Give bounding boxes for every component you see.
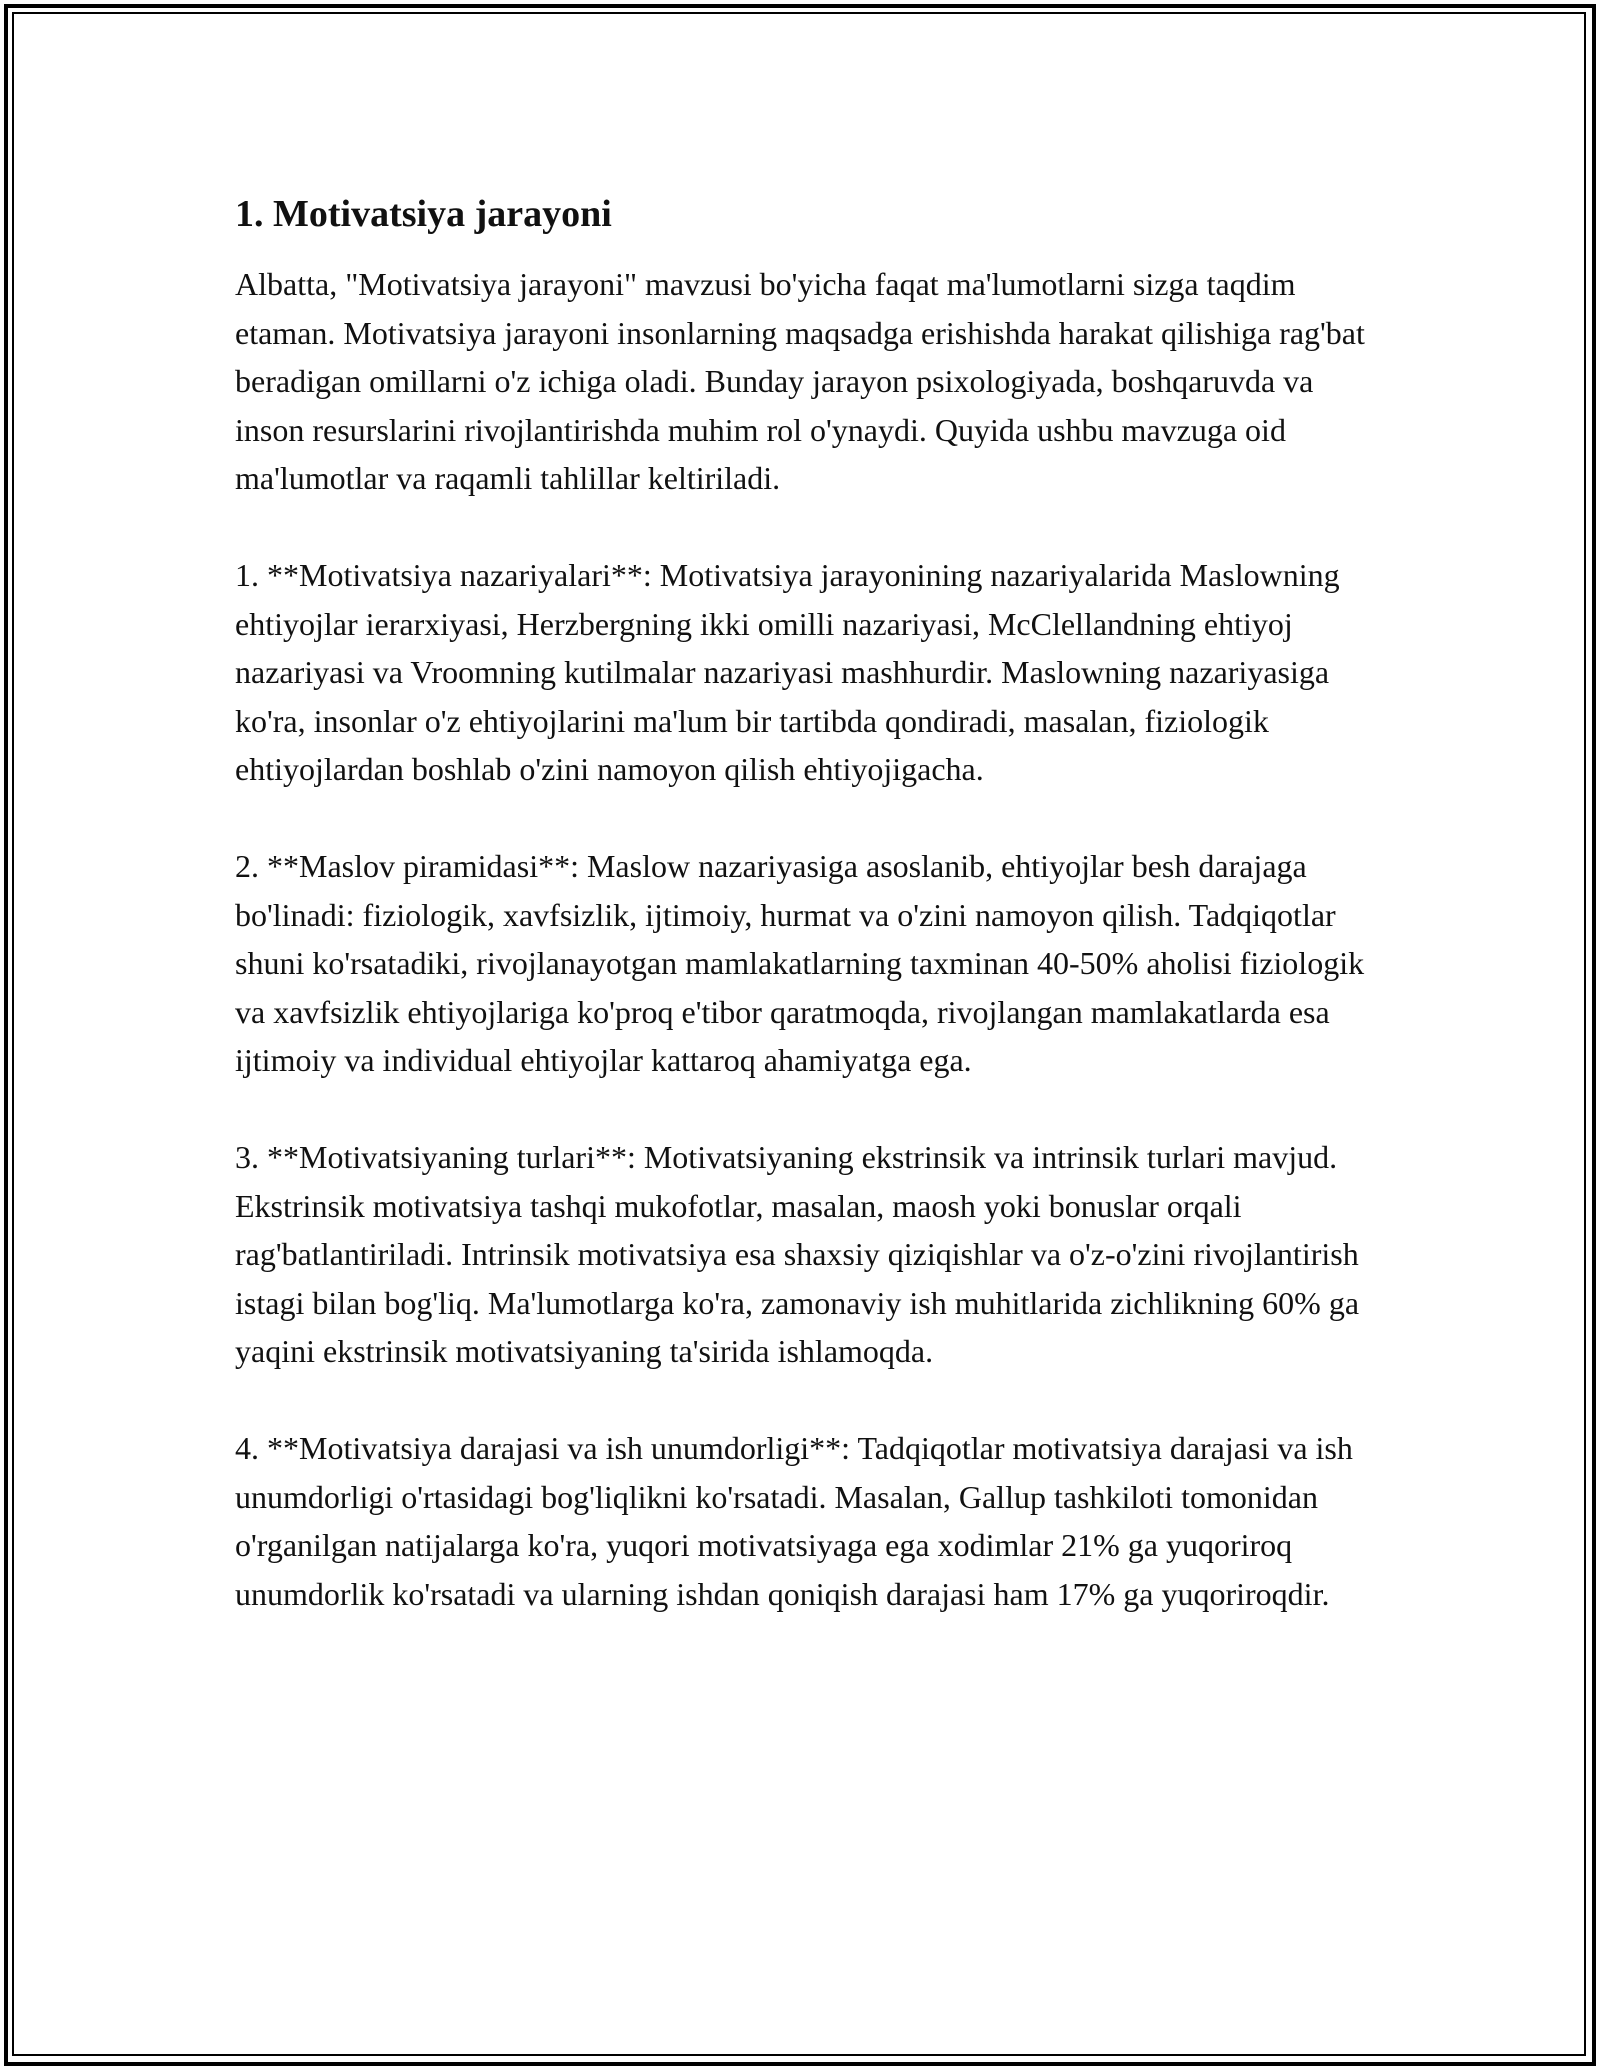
paragraph-maslow-pyramid: 2. **Maslov piramidasi**: Maslow nazariyasiga asoslanib, ehtiyojlar besh darajaga bo'linadi: fiziologik, xavfsizlik, ijtimoiy, hurmat va o'zini namoyon qilish. Tadqiqotlar shuni ko'rsatadiki, rivojlanayotgan mamlakatlarning taxminan 40-50% aholisi fiziologik va xavfsizlik ehtiyojlariga ko'proq e'tibor qaratmoqda, rivojlangan mamlakatlarda esa ijtimoiy va individual ehtiyojlar kattaroq ahamiyatga ega. — [235, 848, 1365, 1078]
paragraph-motivation-types: 3. **Motivatsiyaning turlari**: Motivatsiyaning ekstrinsik va intrinsik turlari mavjud. Ekstrinsik motivatsiya tashqi mukofotlar, masalan, maosh yoki bonuslar orqali rag'batlantiriladi. Intrinsik motivatsiya esa shaxsiy qiziqishlar va o'z-o'zini rivojlantirish istagi bilan bog'liq. Ma'lumotlarga ko'ra, zamonaviy ish muhitlarida zichlikning 60% ga yaqini ekstrinsik motivatsiyaning ta'sirida ishlamoqda. — [235, 1139, 1360, 1369]
paragraph-motivation-productivity: 4. **Motivatsiya darajasi va ish unumdorligi**: Tadqiqotlar motivatsiya darajasi va ish unumdorligi o'rtasidagi bog'liqlikni ko'rsatadi. Masalan, Gallup tashkiloti tomonidan o'rganilgan natijalarga ko'ra, yuqori motivatsiyaga ega xodimlar 21% ga yuqoriroq unumdorlik ko'rsatadi va ularning ishdan qoniqish darajasi ham 17% ga yuqoriroqdir. — [235, 1430, 1353, 1612]
document-title: 1. Motivatsiya jarayoni — [235, 193, 612, 235]
document-body — [235, 190, 1375, 1618]
paragraph-motivation-theories: 1. **Motivatsiya nazariyalari**: Motivatsiya jarayonining nazariyalarida Maslowning ehtiyojlar ierarxiyasi, Herzbergning ikki omilli nazariyasi, McClellandning ehtiyoj nazariyasi va Vroomning kutilmalar nazariyasi mashhurdir. Maslowning nazariyasiga ko'ra, insonlar o'z ehtiyojlarini ma'lum bir tartibda qondiradi, masalan, fiziologik ehtiyojlardan boshlab o'zini namoyon qilish ehtiyojigacha. — [235, 557, 1340, 787]
paragraph-intro: Albatta, "Motivatsiya jarayoni" mavzusi bo'yicha faqat ma'lumotlarni sizga taqdim etaman. Motivatsiya jarayoni insonlarning maqsadga erishishda harakat qilishiga rag'bat beradigan omillarni o'z ichiga oladi. Bunday jarayon psixologiyada, boshqaruvda va inson resurslarini rivojlantirishda muhim rol o'ynaydi. Quyida ushbu mavzuga oid ma'lumotlar va raqamli tahlillar keltiriladi. — [235, 266, 1365, 496]
